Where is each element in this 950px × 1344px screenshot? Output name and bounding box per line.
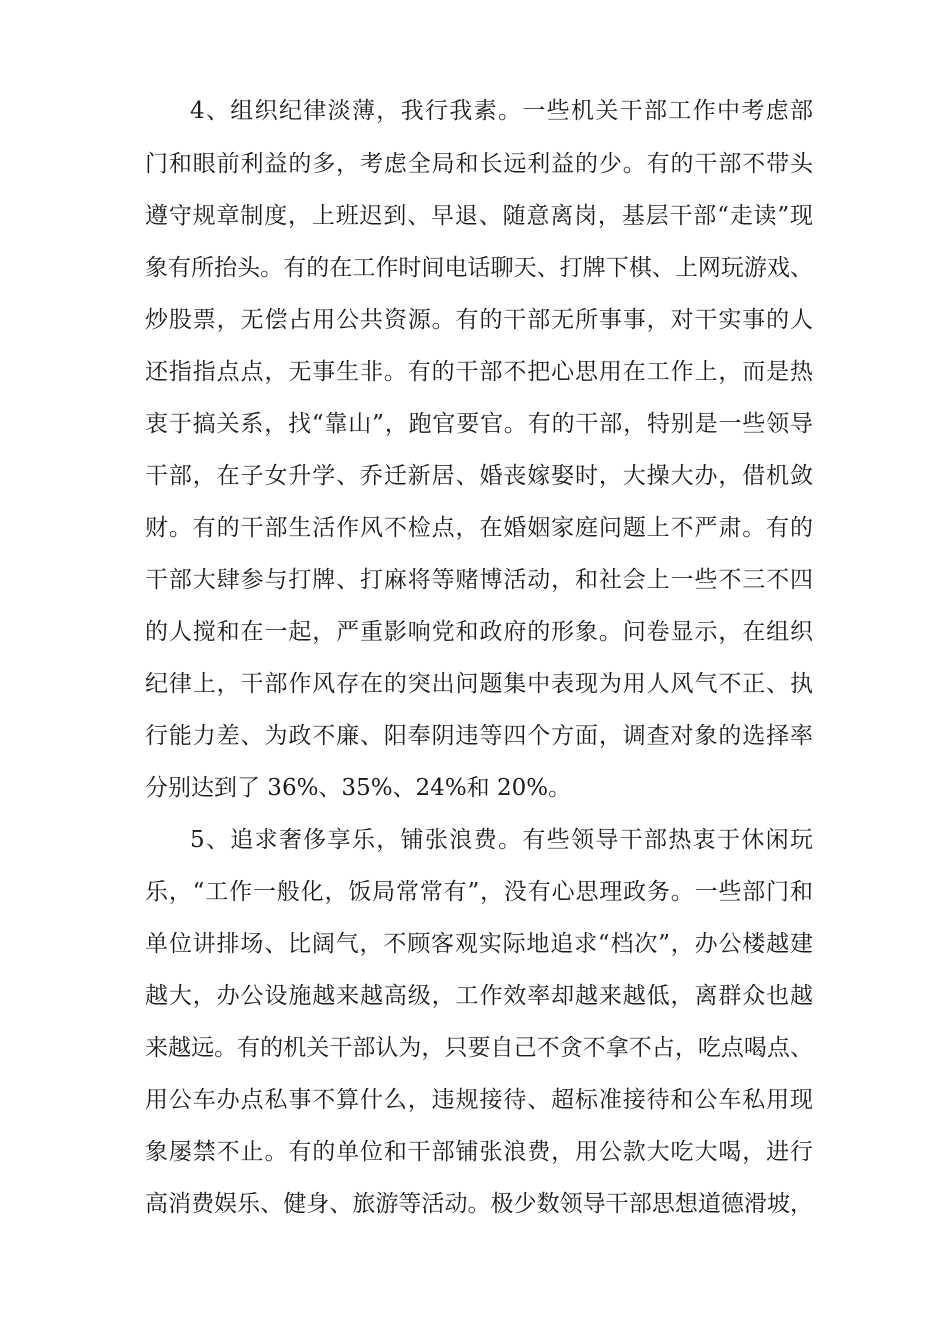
paragraph-1-line-2: 门和眼前利益的多，考虑全局和长远利益的少。有的干部不带头 bbox=[145, 151, 813, 177]
paragraph-1-line-5: 炒股票，无偿占用公共资源。有的干部无所事事，对干实事的人 bbox=[145, 307, 813, 333]
paragraph-2-line-1: 5、追求奢侈享乐，铺张浪费。有些领导干部热衷于休闲玩 bbox=[190, 827, 813, 853]
paragraph-2-line-3: 单位讲排场、比阔气，不顾客观实际地追求“档次”，办公楼越建 bbox=[145, 931, 813, 957]
paragraph-2-line-6: 用公车办点私事不算什么，违规接待、超标准接待和公车私用现 bbox=[145, 1087, 813, 1113]
paragraph-2-line-2: 乐，“工作一般化，饭局常常有”，没有心思理政务。一些部门和 bbox=[145, 879, 813, 905]
paragraph-1-line-9: 财。有的干部生活作风不检点，在婚姻家庭问题上不严肃。有的 bbox=[145, 515, 813, 541]
paragraph-1-line-1: 4、组织纪律淡薄，我行我素。一些机关干部工作中考虑部 bbox=[190, 98, 813, 124]
paragraph-1-line-13: 行能力差、为政不廉、阳奉阴违等四个方面，调查对象的选择率 bbox=[145, 723, 813, 749]
paragraph-1-line-6: 还指指点点，无事生非。有的干部不把心思用在工作上，而是热 bbox=[145, 359, 813, 385]
paragraph-1-line-8: 干部，在子女升学、乔迁新居、婚丧嫁娶时，大操大办，借机敛 bbox=[145, 463, 813, 489]
paragraph-1-line-12: 纪律上，干部作风存在的突出问题集中表现为用人风气不正、执 bbox=[145, 671, 813, 697]
paragraph-1-line-10: 干部大肆参与打牌、打麻将等赌博活动，和社会上一些不三不四 bbox=[145, 567, 813, 593]
paragraph-1-line-4: 象有所抬头。有的在工作时间电话聊天、打牌下棋、上网玩游戏、 bbox=[145, 255, 813, 281]
paragraph-1-line-14: 分别达到了 36%、35%、24%和 20%。 bbox=[145, 775, 572, 801]
paragraph-1-line-11: 的人搅和在一起，严重影响党和政府的形象。问卷显示，在组织 bbox=[145, 619, 813, 645]
paragraph-1-line-7: 衷于搞关系，找“靠山”，跑官要官。有的干部，特别是一些领导 bbox=[145, 411, 813, 437]
paragraph-1-line-3: 遵守规章制度，上班迟到、早退、随意离岗，基层干部“走读”现 bbox=[145, 203, 813, 229]
paragraph-2-line-7: 象屡禁不止。有的单位和干部铺张浪费，用公款大吃大喝，进行 bbox=[145, 1139, 813, 1165]
paragraph-2-line-5: 来越远。有的机关干部认为，只要自己不贪不拿不占，吃点喝点、 bbox=[145, 1035, 813, 1061]
paragraph-2-line-8: 高消费娱乐、健身、旅游等活动。极少数领导干部思想道德滑坡， bbox=[145, 1191, 813, 1217]
paragraph-2-line-4: 越大，办公设施越来越高级，工作效率却越来越低，离群众也越 bbox=[145, 983, 813, 1009]
